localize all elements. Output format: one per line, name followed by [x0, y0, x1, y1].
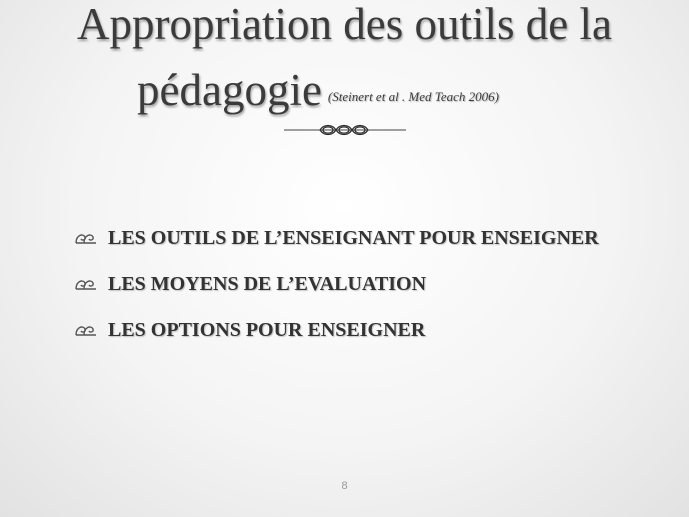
slide-title-word: pédagogie [137, 65, 322, 115]
bullet-list [74, 225, 634, 343]
bullet-item [74, 271, 634, 297]
slide-title-line-1: Appropriation des outils de la [77, 0, 612, 49]
scroll-bullet-icon [74, 323, 98, 337]
bullet-text: LES OUTILS DE L’ENSEIGNANT POUR ENSEIGNER [108, 227, 599, 249]
scroll-bullet-icon [74, 231, 98, 245]
scroll-bullet-icon [74, 277, 98, 291]
bullet-text: LES OPTIONS POUR ENSEIGNER [108, 319, 426, 341]
slide-title-line-2 [137, 60, 499, 127]
citation: (Steinert et al . Med Teach 2006) [327, 89, 499, 104]
bullet-item [74, 225, 634, 251]
flourish-divider-icon [284, 122, 406, 138]
page-number: 8 [341, 480, 348, 492]
bullet-text: LES MOYENS DE L’EVALUATION [108, 273, 427, 295]
bullet-item [74, 317, 634, 343]
